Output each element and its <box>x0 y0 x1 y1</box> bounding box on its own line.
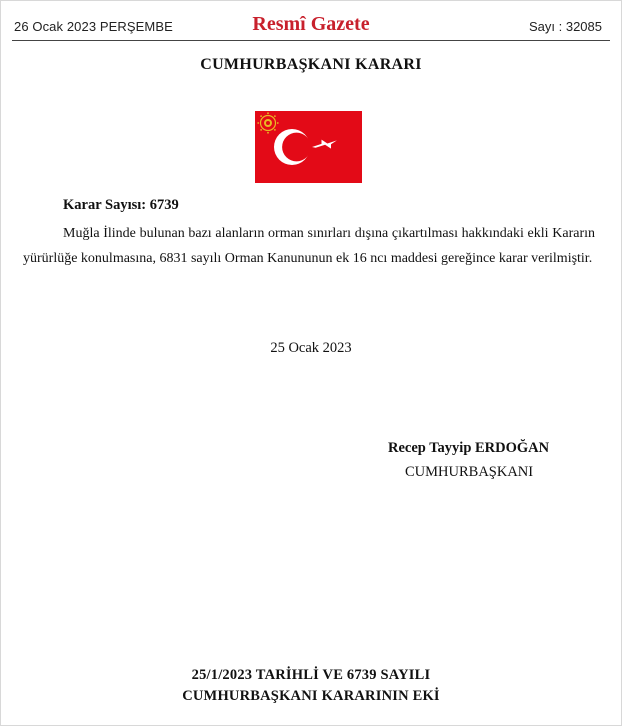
gazette-title: Resmî Gazete <box>252 13 370 35</box>
decision-date: 25 Ocak 2023 <box>270 340 352 356</box>
decision-title: CUMHURBAŞKANI KARARI <box>200 56 422 73</box>
decision-body <box>23 221 595 271</box>
gazette-date: 26 Ocak 2023 PERŞEMBE <box>14 19 173 34</box>
annex-heading-line-2: CUMHURBAŞKANI KARARININ EKİ <box>182 688 440 704</box>
body-line-2: Kararın yürürlüğe konulmasına, 6831 sayılı Orman Kanununun ek 16 ncı maddesi gereğince <box>23 226 596 266</box>
presidential-seal-icon <box>257 112 278 133</box>
gazette-issue-number: Sayı : 32085 <box>529 19 602 34</box>
crescent-inner <box>282 133 311 162</box>
signer-title: CUMHURBAŞKANI <box>405 464 534 480</box>
turkish-flag-icon <box>255 111 362 183</box>
decision-number: Karar Sayısı: 6739 <box>63 197 179 213</box>
body-line-3: karar verilmiştir. <box>498 251 593 266</box>
signer-name-text: Recep Tayyip ERDOĞAN <box>388 440 550 456</box>
signer-name <box>388 440 549 457</box>
annex-heading-line-1: 25/1/2023 TARİHLİ VE 6739 SAYILI <box>191 667 431 683</box>
body-line-1: Muğla İlinde bulunan bazı alanların orman sınırları dışına çıkartılması hakkındaki ekli <box>63 226 549 241</box>
header-divider <box>12 40 610 41</box>
